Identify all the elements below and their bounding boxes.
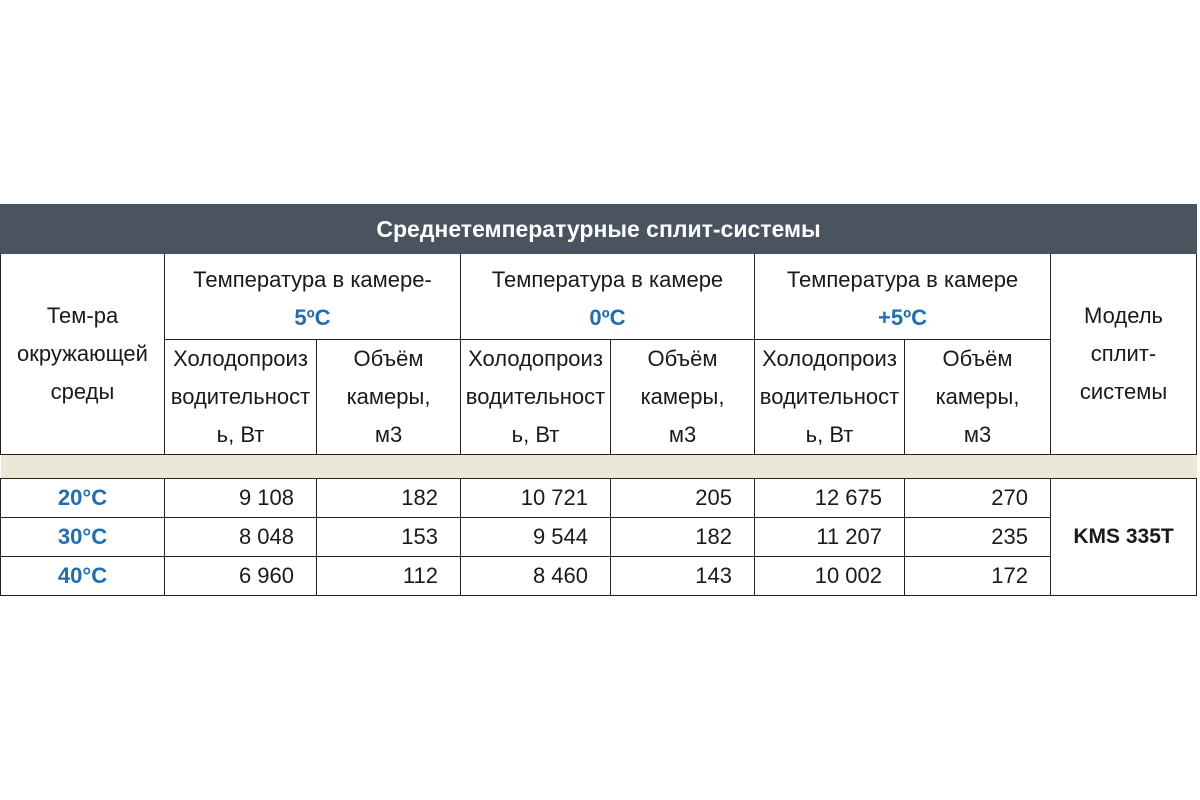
volume-header bbox=[611, 340, 755, 455]
capacity-header bbox=[755, 340, 905, 455]
capacity-cell: 12 675 bbox=[755, 479, 905, 518]
ambient-header-label: Тем-ра окружающей среды bbox=[17, 303, 148, 404]
volume-header bbox=[317, 340, 461, 455]
group-label: Температура в камере bbox=[786, 266, 1019, 292]
group-header-0 bbox=[461, 254, 755, 340]
volume-header-label: Объём камеры, м3 bbox=[640, 346, 725, 447]
capacity-cell: 10 002 bbox=[755, 557, 905, 596]
volume-cell: 153 bbox=[317, 518, 461, 557]
spacer-row bbox=[1, 455, 1197, 479]
group-value: 5ºC bbox=[294, 304, 331, 330]
volume-header bbox=[905, 340, 1051, 455]
volume-cell: 182 bbox=[317, 479, 461, 518]
table-row bbox=[1, 518, 1197, 557]
group-value: 0ºC bbox=[589, 304, 626, 330]
volume-cell: 270 bbox=[905, 479, 1051, 518]
ambient-header bbox=[1, 254, 165, 455]
capacity-cell: 10 721 bbox=[461, 479, 611, 518]
group-value: +5ºC bbox=[877, 304, 927, 330]
table-row bbox=[1, 557, 1197, 596]
capacity-cell: 8 048 bbox=[165, 518, 317, 557]
spec-table bbox=[0, 204, 1197, 596]
group-header-plus5 bbox=[755, 254, 1051, 340]
volume-cell: 172 bbox=[905, 557, 1051, 596]
volume-cell: 143 bbox=[611, 557, 755, 596]
group-label: Температура в камере bbox=[491, 266, 724, 292]
capacity-cell: 6 960 bbox=[165, 557, 317, 596]
volume-cell: 112 bbox=[317, 557, 461, 596]
volume-cell: 235 bbox=[905, 518, 1051, 557]
spec-table-container bbox=[0, 204, 1196, 596]
model-header-label: Модель сплит-системы bbox=[1079, 303, 1168, 404]
model-cell: KMS 335T bbox=[1051, 479, 1197, 596]
volume-header-label: Объём камеры, м3 bbox=[935, 346, 1020, 447]
group-label: Температура в камере- bbox=[193, 266, 432, 292]
ambient-cell: 30°C bbox=[1, 518, 165, 557]
capacity-header-label: Холодопроизводительность, Вт bbox=[465, 346, 606, 447]
capacity-cell: 11 207 bbox=[755, 518, 905, 557]
table-title: Среднетемпературные сплит-системы bbox=[1, 205, 1197, 254]
capacity-header bbox=[165, 340, 317, 455]
table-row bbox=[1, 479, 1197, 518]
capacity-cell: 8 460 bbox=[461, 557, 611, 596]
group-header-minus5 bbox=[165, 254, 461, 340]
model-header bbox=[1051, 254, 1197, 455]
capacity-header-label: Холодопроизводительность, Вт bbox=[759, 346, 900, 447]
capacity-cell: 9 544 bbox=[461, 518, 611, 557]
ambient-cell: 40°C bbox=[1, 557, 165, 596]
ambient-cell: 20°C bbox=[1, 479, 165, 518]
capacity-header bbox=[461, 340, 611, 455]
volume-cell: 205 bbox=[611, 479, 755, 518]
capacity-header-label: Холодопроизводительность, Вт bbox=[170, 346, 311, 447]
capacity-cell: 9 108 bbox=[165, 479, 317, 518]
volume-header-label: Объём камеры, м3 bbox=[346, 346, 431, 447]
volume-cell: 182 bbox=[611, 518, 755, 557]
